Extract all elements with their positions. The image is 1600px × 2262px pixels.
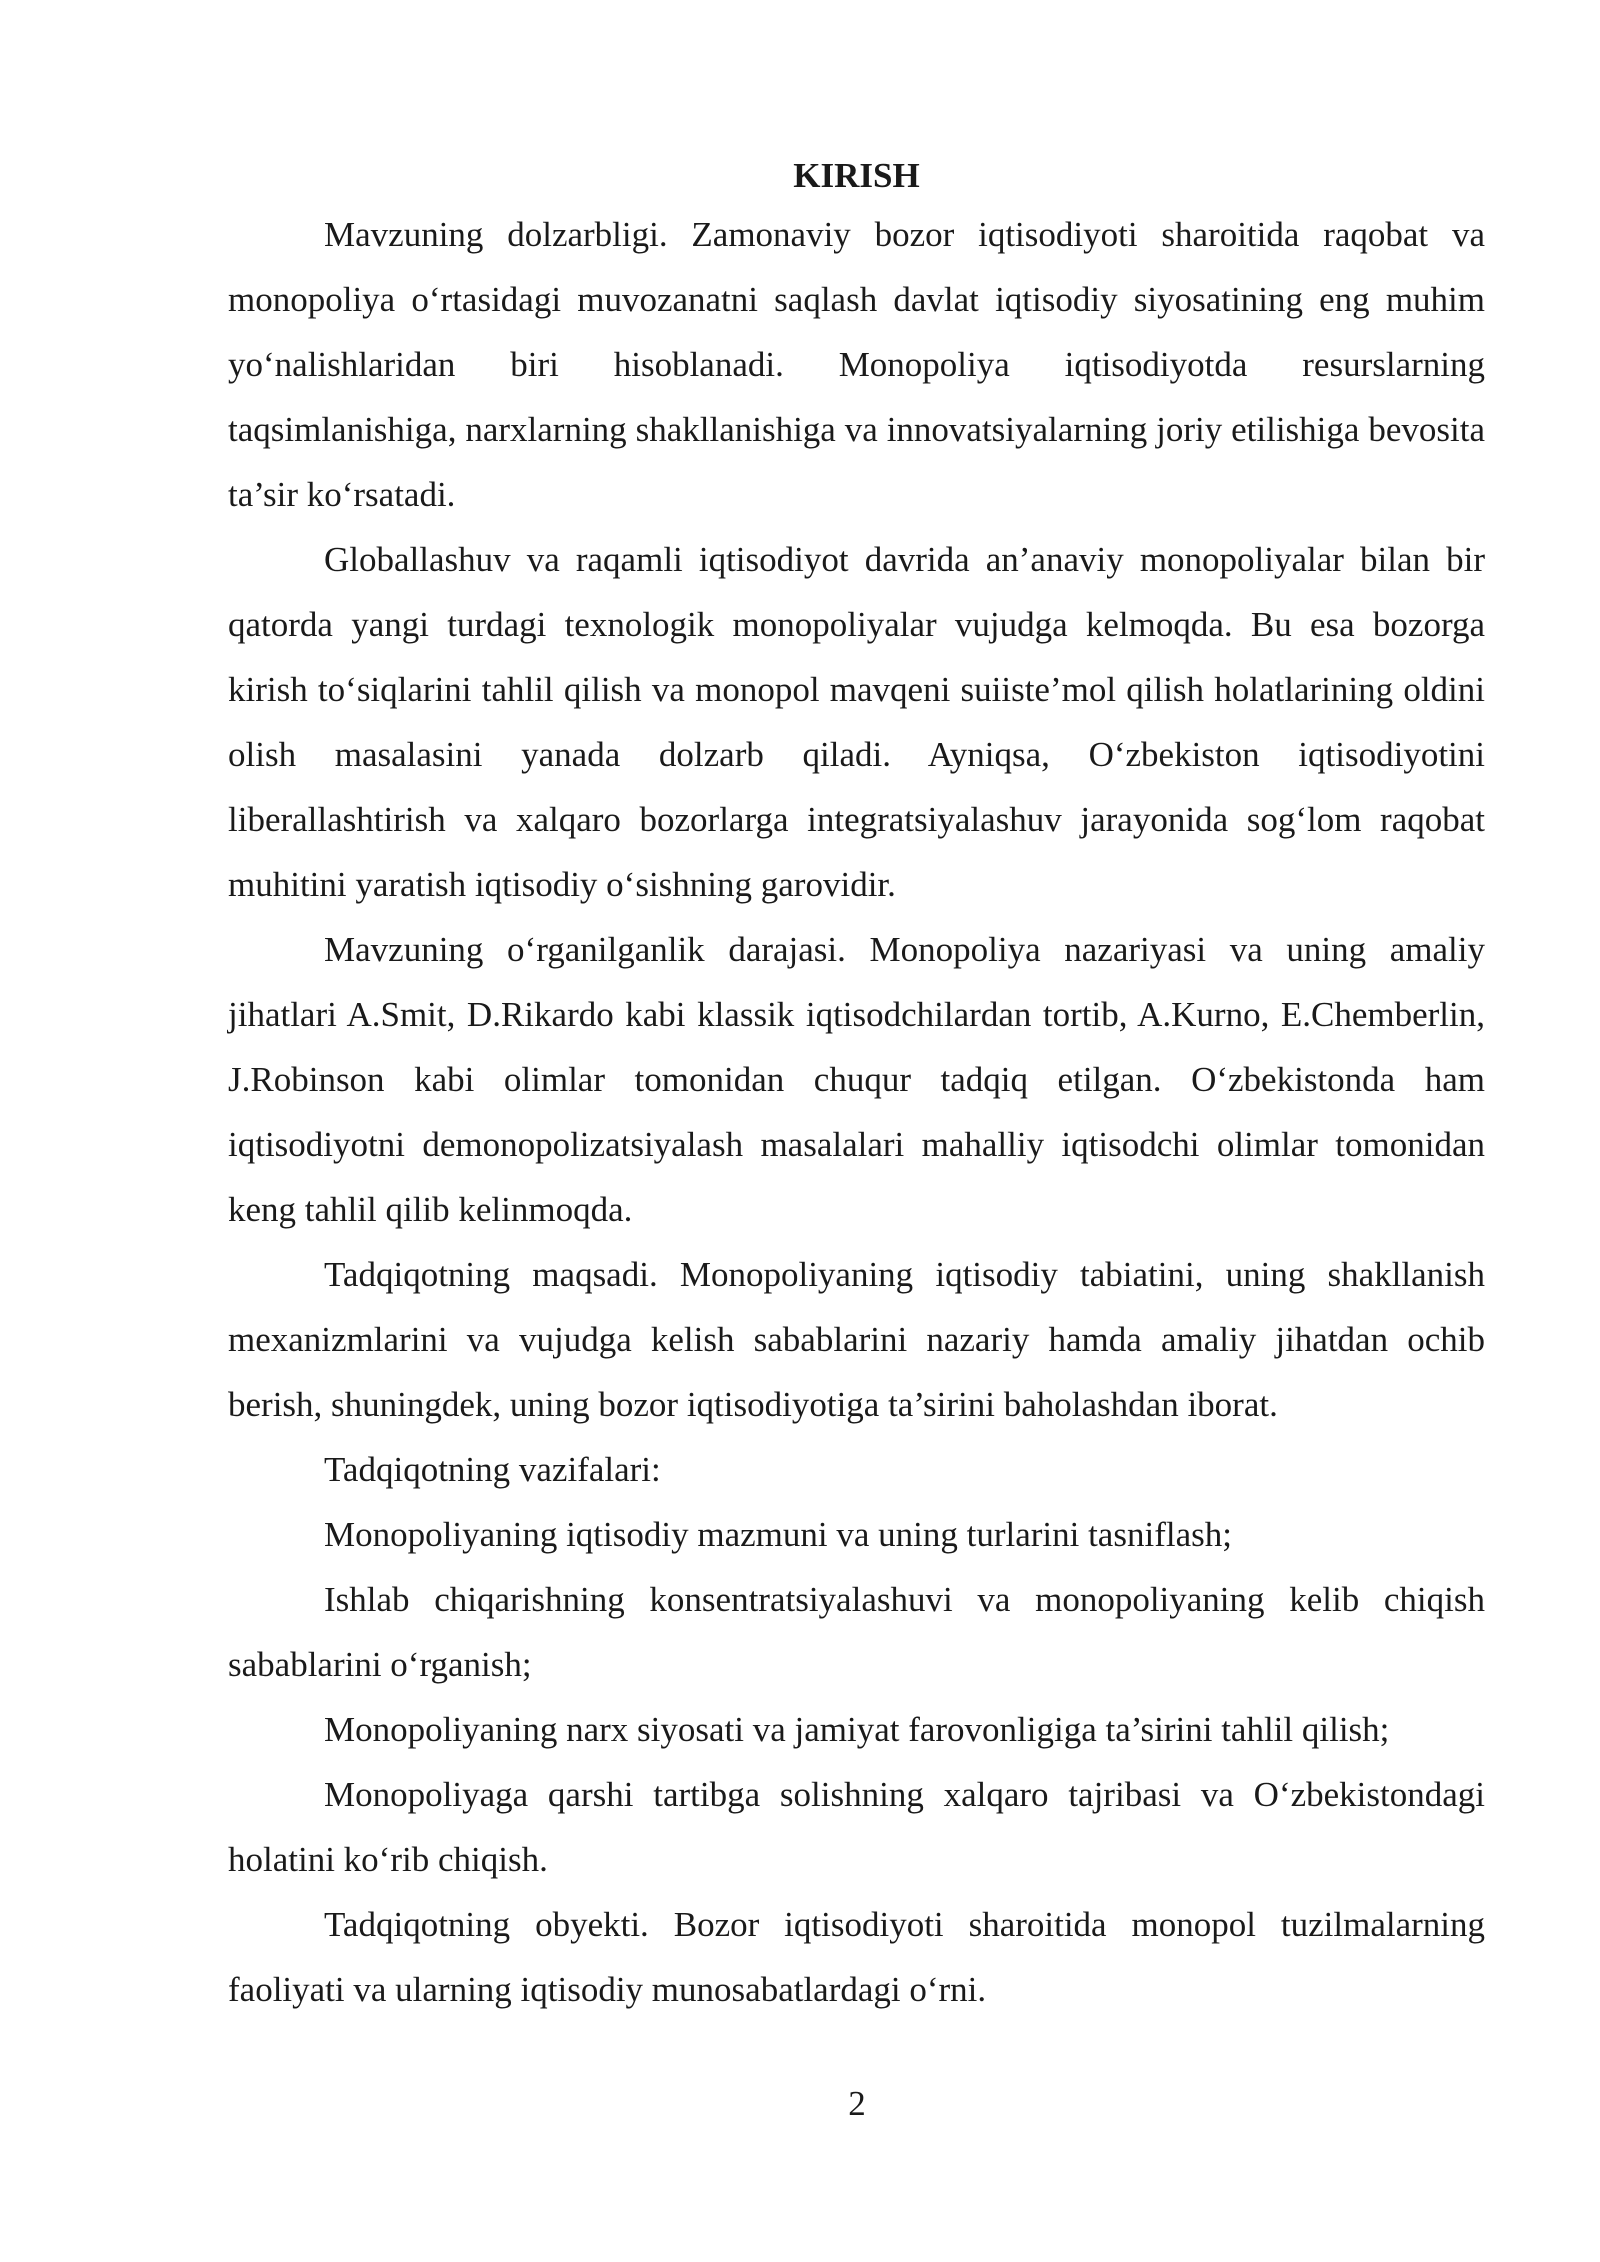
list-item-task-1: Monopoliyaning iqtisodiy mazmuni va uning turlarini tasniflash; xyxy=(324,1515,1232,1554)
paragraph-research-goal: Tadqiqotning maqsadi. Monopoliyaning iqtisodiy tabiatini, uning shakllanish mexanizmlarini va vujudga kelish sabablarini nazariy hamda amaliy jihatdan ochib berish, shuningdek, uning bozor iqtisodiyotiga ta’sirini baholashdan iborat. xyxy=(228,1255,1485,1424)
list-item-task-2: Ishlab chiqarishning konsentratsiyalashuvi va monopoliyaning kelib chiqish sabablarini o‘rganish; xyxy=(228,1580,1485,1684)
list-item-task-3: Monopoliyaning narx siyosati va jamiyat farovonligiga ta’sirini tahlil qilish; xyxy=(324,1710,1390,1749)
paragraph-globalization: Globallashuv va raqamli iqtisodiyot davrida an’anaviy monopoliyalar bilan bir qatorda yangi turdagi texnologik monopoliyalar vujudga kelmoqda. Bu esa bozorga kirish to‘siqlarini tahlil qilish va monopol mavqeni suiiste’mol qilish holatlarining oldini olish masalasini yanada dolzarb qiladi. Ayniqsa, O‘zbekiston iqtisodiyotini liberallashtirish va xalqaro bozorlarga integratsiyalashuv jarayonida sog‘lom raqobat muhitini yaratish iqtisodiy o‘sishning garovidir. xyxy=(228,540,1485,904)
list-item-task-4: Monopoliyaga qarshi tartibga solishning xalqaro tajribasi va O‘zbekistondagi holatini ko‘rib chiqish. xyxy=(228,1775,1485,1879)
paragraph-study-level: Mavzuning o‘rganilganlik darajasi. Monopoliya nazariyasi va uning amaliy jihatlari A.Smit, D.Rikardo kabi klassik iqtisodchilardan tortib, A.Kurno, E.Chemberlin, J.Robinson kabi olimlar tomonidan chuqur tadqiq etilgan. O‘zbekistonda ham iqtisodiyotni demonopolizatsiyalash masalalari mahalliy iqtisodchi olimlar tomonidan keng tahlil qilib kelinmoqda. xyxy=(228,930,1485,1229)
section-heading: KIRISH xyxy=(793,156,920,195)
document-page xyxy=(228,150,1485,2022)
page-number: 2 xyxy=(848,2084,866,2123)
paragraph-tasks-heading: Tadqiqotning vazifalari: xyxy=(324,1450,661,1489)
paragraph-relevance: Mavzuning dolzarbligi. Zamonaviy bozor iqtisodiyoti sharoitida raqobat va monopoliya o‘rtasidagi muvozanatni saqlash davlat iqtisodiy siyosatining eng muhim yo‘nalishlaridan biri hisoblanadi. Monopoliya iqtisodiyotda resurslarning taqsimlanishiga, narxlarning shakllanishiga va innovatsiyalarning joriy etilishiga bevosita ta’sir ko‘rsatadi. xyxy=(228,215,1485,514)
paragraph-research-object: Tadqiqotning obyekti. Bozor iqtisodiyoti sharoitida monopol tuzilmalarning faoliyati va ularning iqtisodiy munosabatlardagi o‘rni. xyxy=(228,1905,1485,2009)
